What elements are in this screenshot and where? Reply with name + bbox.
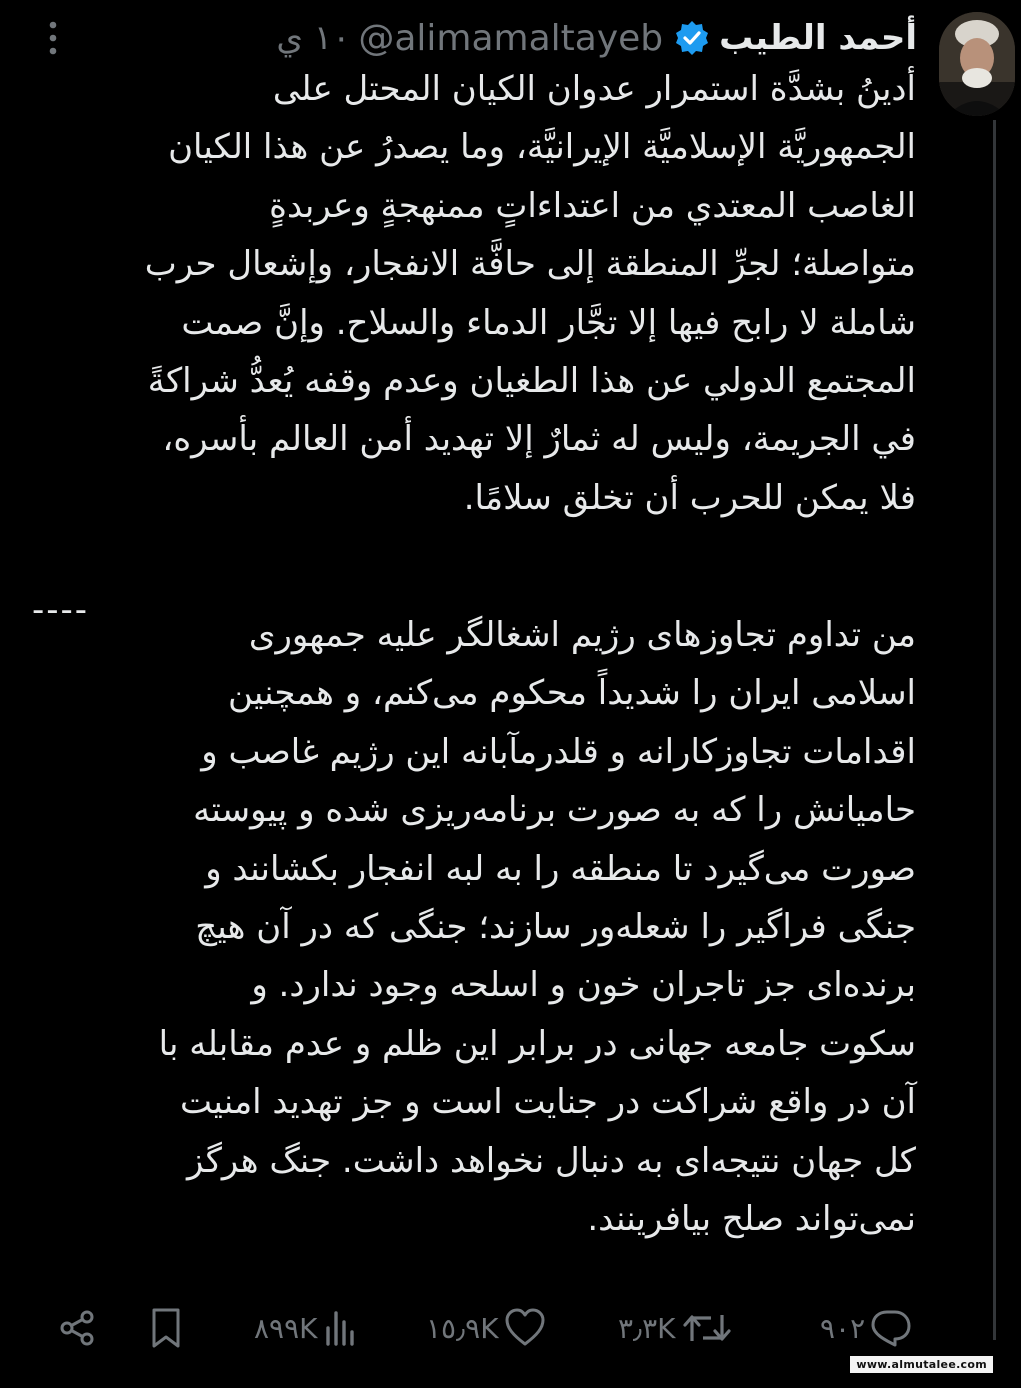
tweet-header [276,10,917,66]
tweet-line: حامیانش را که به صورت برنامه‌ریزی شده و پیوسته [193,790,916,831]
thread-line [993,120,996,1340]
text-separator: ---- [32,590,90,630]
author-handle[interactable]: @alimamaltayeb [358,17,664,59]
tweet-line: شاملة لا رابح فيها إلا تجَّار الدماء والسلاح. وإنَّ صمت [181,302,916,343]
avatar-photo [939,12,1015,116]
tweet-line: برنده‌ای جز تاجران خون و اسلحه وجود ندارد. و [251,965,916,1006]
like-button[interactable] [426,1300,547,1356]
retweet-icon [680,1307,734,1349]
verified-badge-icon [673,19,711,57]
tweet-time[interactable]: ١٠ ي [276,18,351,58]
avatar[interactable] [939,12,1015,116]
site-watermark: www.almutalee.com [850,1356,993,1373]
tweet-line: اسلامی ایران را شدیداً محکوم می‌کنم، و همچنین [228,673,916,714]
like-icon [503,1307,547,1349]
views-button[interactable] [254,1300,361,1356]
share-button[interactable] [56,1300,98,1356]
author-display-name[interactable]: أحمد الطيب [719,18,917,58]
tweet-line: متواصلة؛ لجرِّ المنطقة إلى حافَّة الانفجار، وإشعال حرب [144,244,916,285]
retweet-button[interactable] [618,1300,734,1356]
views-icon [321,1308,361,1348]
tweet-line: المجتمع الدولي عن هذا الطغيان وعدم وقفه يُعدُّ شراكةً [147,361,916,402]
tweet-line: سکوت جامعه جهانی در برابر این ظلم و عدم مقابله با [158,1023,916,1064]
share-icon [56,1307,98,1349]
tweet-line: الغاصب المعتدي من اعتداءاتٍ ممنهجةٍ وعربدةٍ [269,185,916,226]
like-count: ١٥٫٩K [426,1311,499,1345]
tweet-line: کل جهان نتیجه‌ای به دنبال نخواهد داشت. جنگ هرگز [186,1140,916,1181]
tweet-line: في الجريمة، وليس له ثمارٌ إلا تهديد أمن العالم بأسره، [162,419,916,460]
tweet-line: صورت می‌گیرد تا منطقه را به لبه انفجار بکشانند و [205,848,916,889]
tweet-text-persian [30,606,916,1248]
tweet-line: أدينُ بشدَّة استمرار عدوان الكيان المحتل على [272,69,916,109]
reply-count: ٩٠٢ [820,1311,866,1345]
tweet-line: آن در واقع شراکت در جنایت است و جز تهدید امنیت [180,1082,916,1123]
tweet-line: من تداوم تجاوزهای رژیم اشغالگر علیه جمهوری [248,615,916,655]
bookmark-icon [146,1306,186,1350]
retweet-count: ٣٫٣K [618,1311,676,1345]
action-bar [0,1300,1021,1360]
tweet-line: نمی‌تواند صلح بیافرینند. [587,1199,916,1240]
bookmark-button[interactable] [146,1300,186,1356]
tweet-line: الجمهوريَّة الإسلاميَّة الإيرانيَّة، وما يصدرُ عن هذا الكيان [168,127,916,168]
more-icon[interactable] [38,18,68,58]
reply-icon [869,1307,913,1349]
tweet-line: فلا يمكن للحرب أن تخلق سلامًا. [463,477,916,518]
tweet-text-arabic [30,60,916,527]
reply-button[interactable] [820,1300,913,1356]
views-count: ٨٩٩K [254,1311,318,1345]
tweet-line: اقدامات تجاوزکارانه و قلدرمآبانه این رژیم غاصب و [201,731,916,772]
tweet-line: جنگی فراگیر را شعله‌ور سازند؛ جنگی که در آن هیچ [195,907,916,948]
